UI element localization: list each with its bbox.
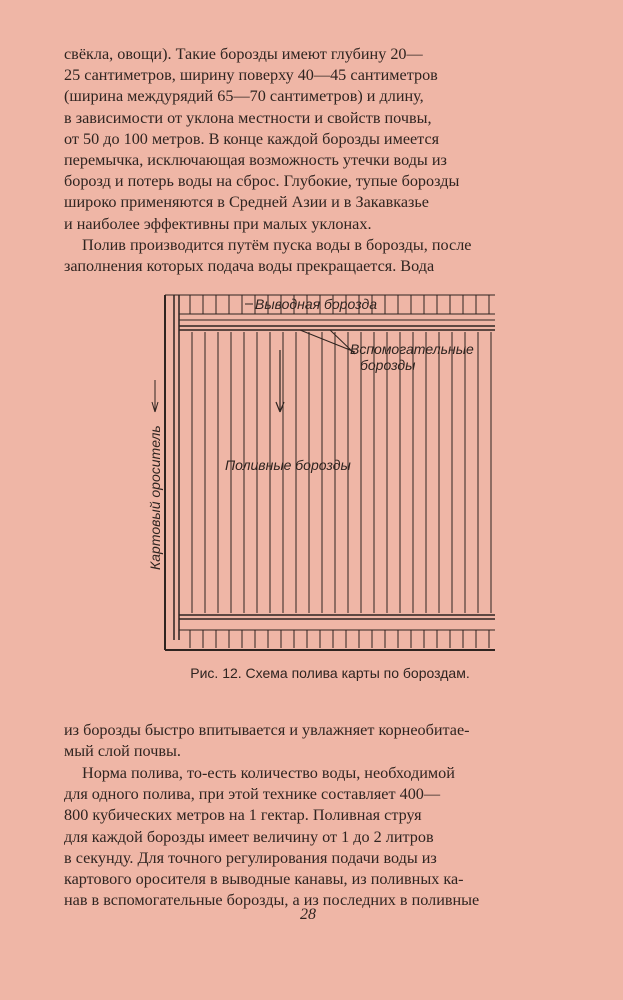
text-line: мый слой почвы. (64, 742, 181, 761)
paragraph-irrigation-norm (64, 763, 582, 911)
text-line: в секунду. Для точного регулирования подачи воды из (64, 848, 437, 867)
text-line: 800 кубических метров на 1 гектар. Поливная струя (64, 806, 422, 825)
text-line: из борозды быстро впитывается и увлажняет корнеобитае- (64, 721, 470, 739)
leader-line (300, 330, 355, 352)
label-map-sprinkler: Картовый ороситель (147, 425, 163, 570)
page-number: 28 (300, 906, 316, 923)
text-line: заполнения которых подача воды прекращается. Вода (64, 257, 435, 276)
text-line: картового оросителя в выводные канавы, из поливных ка- (64, 869, 464, 888)
text-line: и наиболее эффективны при малых уклонах. (64, 214, 372, 233)
figure-caption: Рис. 12. Схема полива карты по бороздам. (190, 665, 470, 681)
label-auxiliary-furrows-2: борозды (360, 357, 416, 373)
text-line: нав в вспомогательные борозды, а из последних в поливные (64, 891, 480, 910)
text-line: перемычка, исключающая возможность утечки воды из (64, 150, 447, 169)
paragraph-water-absorption (64, 720, 582, 762)
text-line: свёкла, овощи). Такие борозды имеют глубину 20— (64, 45, 423, 63)
paragraph-irrigation-start (64, 235, 582, 277)
text-line: в зависимости от уклона местности и свойств почвы, (64, 108, 432, 127)
text-line: Норма полива, то-есть количество воды, необходимой (82, 764, 455, 782)
text-line: (ширина междурядий 65—70 сантиметров) и длину, (64, 87, 424, 106)
label-auxiliary-furrows-1: Вспомогательные (350, 341, 474, 357)
text-line: от 50 до 100 метров. В конце каждой борозды имеется (64, 129, 440, 148)
text-line: Полив производится путём пуска воды в борозды, после (82, 236, 472, 254)
label-irrigation-furrows: Поливные борозды (225, 457, 351, 473)
furrow-irrigation-diagram (147, 290, 510, 655)
text-line: для каждой борозды имеет величину от 1 до 2 литров (64, 827, 434, 846)
text-line: широко применяются в Средней Азии и в Закавказье (64, 193, 429, 212)
text-line: 25 сантиметров, ширину поверху 40—45 сантиметров (64, 66, 438, 85)
paragraph-furrow-dimensions (64, 44, 582, 235)
label-outlet-furrow: Выводная борозда (255, 296, 377, 312)
text-line: борозд и потерь воды на сброс. Глубокие, тупые борозды (64, 172, 460, 191)
text-line: для одного полива, при этой технике составляет 400— (64, 785, 441, 804)
